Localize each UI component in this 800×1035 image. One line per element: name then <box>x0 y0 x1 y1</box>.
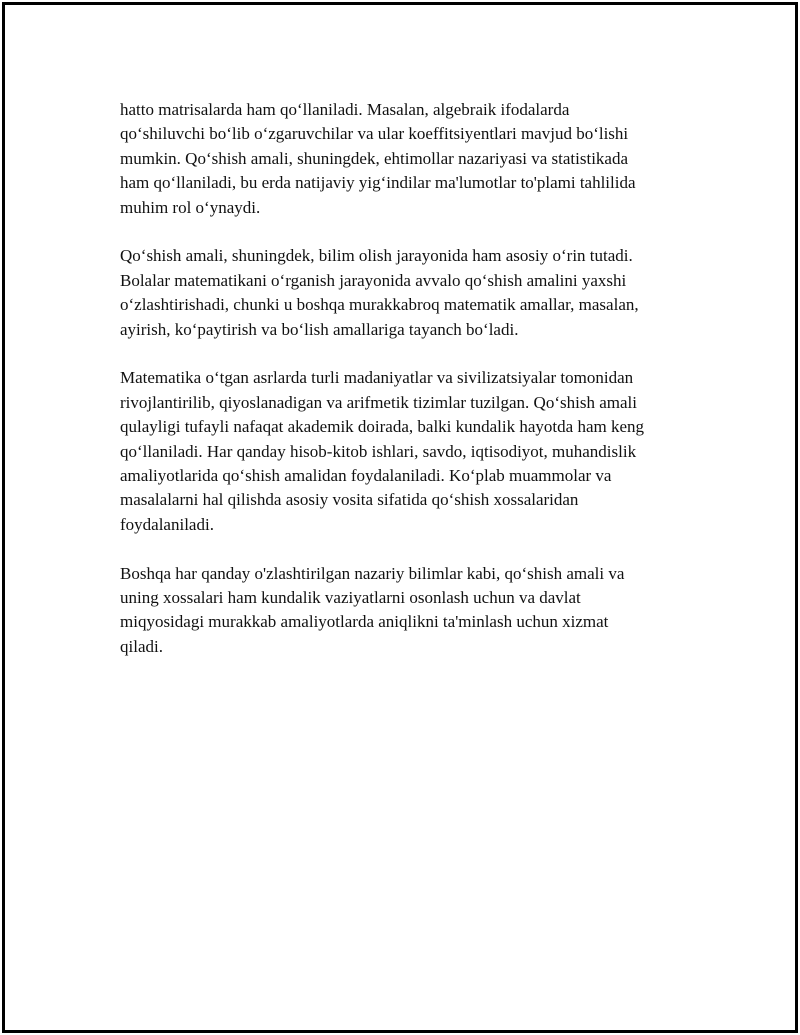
text-line: miqyosidagi murakkab amaliyotlarda aniqlikni ta'minlash uchun xizmat <box>120 612 609 632</box>
text-line: Bolalar matematikani o‘rganish jarayonida avvalo qo‘shish amalini yaxshi <box>120 270 627 290</box>
text-line: qulayligi tufayli nafaqat akademik doirada, balki kundalik hayotda ham keng <box>120 417 645 437</box>
text-line: Qo‘shish amali, shuningdek, bilim olish jarayonida ham asosiy o‘rin tutadi. <box>120 246 633 266</box>
text-line: ham qo‘llaniladi, bu erda natijaviy yig‘indilar ma'lumotlar to'plami tahlilida <box>120 173 636 193</box>
text-line: masalalarni hal qilishda asosiy vosita sifatida qo‘shish xossalaridan <box>120 490 579 510</box>
text-line: qo‘shiluvchi bo‘lib o‘zgaruvchilar va ular koeffitsiyentlari mavjud bo‘lishi <box>120 124 629 144</box>
text-line: qo‘llaniladi. Har qanday hisob-kitob ishlari, savdo, iqtisodiyot, muhandislik <box>120 441 637 461</box>
text-line: qiladi. <box>120 636 163 656</box>
paragraph-3 <box>120 366 695 537</box>
paragraph-1 <box>120 98 695 220</box>
text-line: uning xossalari ham kundalik vaziyatlarni osonlash uchun va davlat <box>120 588 581 608</box>
text-line: ayirish, ko‘paytirish va bo‘lish amallariga tayanch bo‘ladi. <box>120 319 519 339</box>
paragraph-2 <box>120 244 695 342</box>
text-line: o‘zlashtirishadi, chunki u boshqa murakkabroq matematik amallar, masalan, <box>120 295 639 315</box>
text-line: foydalaniladi. <box>120 514 214 534</box>
document-page <box>2 2 798 1033</box>
text-line: rivojlantirilib, qiyoslanadigan va arifmetik tizimlar tuzilgan. Qo‘shish amali <box>120 392 637 412</box>
text-line: Boshqa har qanday o'zlashtirilgan nazariy bilimlar kabi, qo‘shish amali va <box>120 563 625 583</box>
text-line: hatto matrisalarda ham qo‘llaniladi. Masalan, algebraik ifodalarda <box>120 100 570 119</box>
text-line: Matematika o‘tgan asrlarda turli madaniyatlar va sivilizatsiyalar tomonidan <box>120 368 634 388</box>
text-line: mumkin. Qo‘shish amali, shuningdek, ehtimollar nazariyasi va statistikada <box>120 148 629 168</box>
paragraph-4 <box>120 562 695 660</box>
text-line: muhim rol o‘ynaydi. <box>120 197 261 217</box>
document-body <box>120 98 695 684</box>
text-line: amaliyotlarida qo‘shish amalidan foydalaniladi. Ko‘plab muammolar va <box>120 466 612 486</box>
